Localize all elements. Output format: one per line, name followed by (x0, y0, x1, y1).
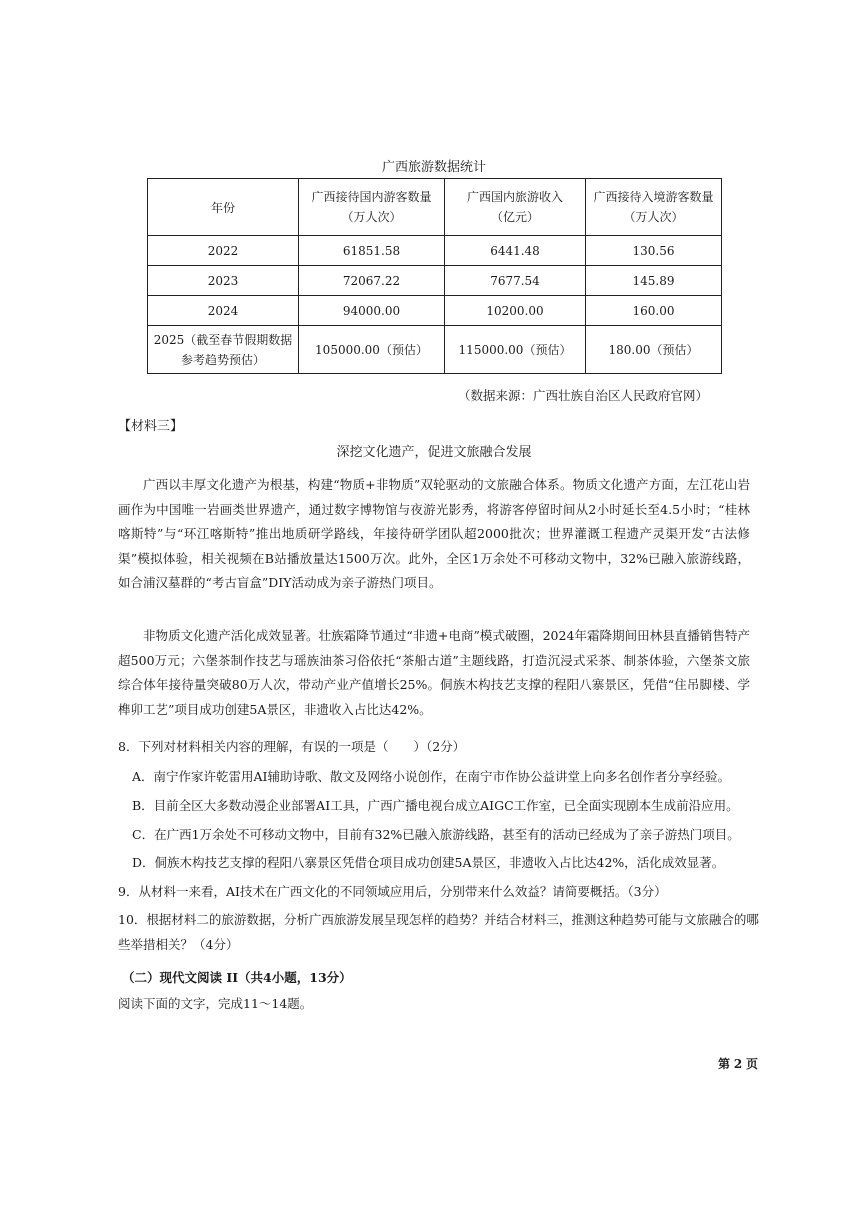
header-domestic-revenue: 广西国内旅游收入 （亿元） (445, 179, 586, 236)
material-paragraph: 广西以丰厚文化遗产为根基，构建“物质+非物质”双轮驱动的文旅融合体系。物质文化遗产方面，左江花山岩画作为中国唯一岩画类世界遗产，通过数字博物馆与夜游光影秀，将游客停留时间从2小时延长至4.5小时；“桂林喀斯特”与“环江喀斯特”推出地质研学路线，年接待研学团队超2000批次；世界灌溉工程遗产灵渠开发“古法修渠”模拟体验，相关视频在B站播放量达1500万次。此外，全区1万余处不可移动文物中，32%已融入旅游线路，如合浦汉墓群的“考古盲盒”DIY活动成为亲子游热门项目。 (118, 477, 750, 591)
cell-inbound-visitors: 180.00（预估） (586, 326, 722, 374)
cell-domestic-revenue: 115000.00（预估） (445, 326, 586, 374)
table-header-row (148, 179, 722, 236)
question-8-stem: 8．下列对材料相关内容的理解，有误的一项是（ ）（2分） (118, 739, 466, 754)
table-row (148, 326, 722, 374)
cell-domestic-revenue: 10200.00 (445, 296, 586, 326)
table-row (148, 236, 722, 266)
table-source: （数据来源：广西壮族自治区人民政府官网） (457, 388, 708, 403)
cell-inbound-visitors: 160.00 (586, 296, 722, 326)
cell-domestic-revenue: 6441.48 (445, 236, 586, 266)
cell-domestic-visitors: 61851.58 (299, 236, 445, 266)
material-label: 【材料三】 (118, 419, 184, 434)
page-number (718, 1055, 758, 1072)
cell-inbound-visitors: 145.89 (586, 266, 722, 296)
tourism-stats-table (147, 178, 722, 374)
header-year: 年份 (148, 179, 299, 236)
page-number-prefix: 第 (718, 1057, 731, 1071)
header-domestic-visitors: 广西接待国内游客数量 （万人次） (299, 179, 445, 236)
question-8-option-c: C．在广西1万余处不可移动文物中，目前有32%已融入旅游线路，甚至有的活动已经成为了亲子游热门项目。 (132, 827, 740, 842)
question-8-option-a: A．南宁作家许乾雷用AI辅助诗歌、散文及网络小说创作，在南宁市作协公益讲堂上向多名创作者分享经验。 (132, 769, 730, 784)
header-inbound-visitors: 广西接待入境游客数量 （万人次） (586, 179, 722, 236)
question-8-option-b: B．目前全区大多数动漫企业部署AI工具，广西广播电视台成立AIGC工作室，已全面实现剧本生成前沿应用。 (132, 798, 739, 813)
section-instruction: 阅读下面的文字，完成11～14题。 (118, 996, 313, 1011)
cell-domestic-revenue: 7677.54 (445, 266, 586, 296)
cell-domestic-visitors: 94000.00 (299, 296, 445, 326)
material-title: 深挖文化遗产，促进文旅融合发展 (336, 445, 532, 460)
cell-domestic-visitors: 105000.00（预估） (299, 326, 445, 374)
cell-year: 2025（截至春节假期数据 参考趋势预估） (148, 326, 299, 374)
cell-domestic-visitors: 72067.22 (299, 266, 445, 296)
question-9: 9．从材料一来看，AI技术在广西文化的不同领域应用后，分别带来什么效益？请简要概括。（3分） (118, 884, 667, 899)
table-row (148, 266, 722, 296)
material-paragraph: 非物质文化遗产活化成效显著。壮族霜降节通过“非遗+电商”模式破圈，2024年霜降期间田林县直播销售特产超500万元；六堡茶制作技艺与瑶族油茶习俗依托“茶船古道”主题线路，打造沉浸式采茶、制茶体验，六堡茶文旅综合体年接待量突破80万人次，带动产业产值增长25%。侗族木构技艺支撑的程阳八寨景区，凭借“住吊脚楼、学榫卯工艺”项目成功创建5A景区，非遗收入占比达42%。 (118, 628, 750, 717)
cell-year: 2022 (148, 236, 299, 266)
section-heading: （二）现代文阅读 II（共4小题，13分） (122, 970, 352, 985)
cell-year: 2024 (148, 296, 299, 326)
question-8-option-d: D．侗族木构技艺支撑的程阳八寨景区凭借仓项目成功创建5A景区，非遗收入占比达42%，活化成效显著。 (132, 855, 725, 870)
table-title: 广西旅游数据统计 (381, 160, 486, 175)
question-10: 10．根据材料二的旅游数据，分析广西旅游发展呈现怎样的趋势？并结合材料三，推测这种趋势可能与文旅融合的哪些举措相关？（4分） (118, 912, 759, 952)
page-number-value: 2 (733, 1057, 743, 1071)
page-number-suffix: 页 (746, 1057, 759, 1071)
cell-inbound-visitors: 130.56 (586, 236, 722, 266)
cell-year: 2023 (148, 266, 299, 296)
table-row (148, 296, 722, 326)
